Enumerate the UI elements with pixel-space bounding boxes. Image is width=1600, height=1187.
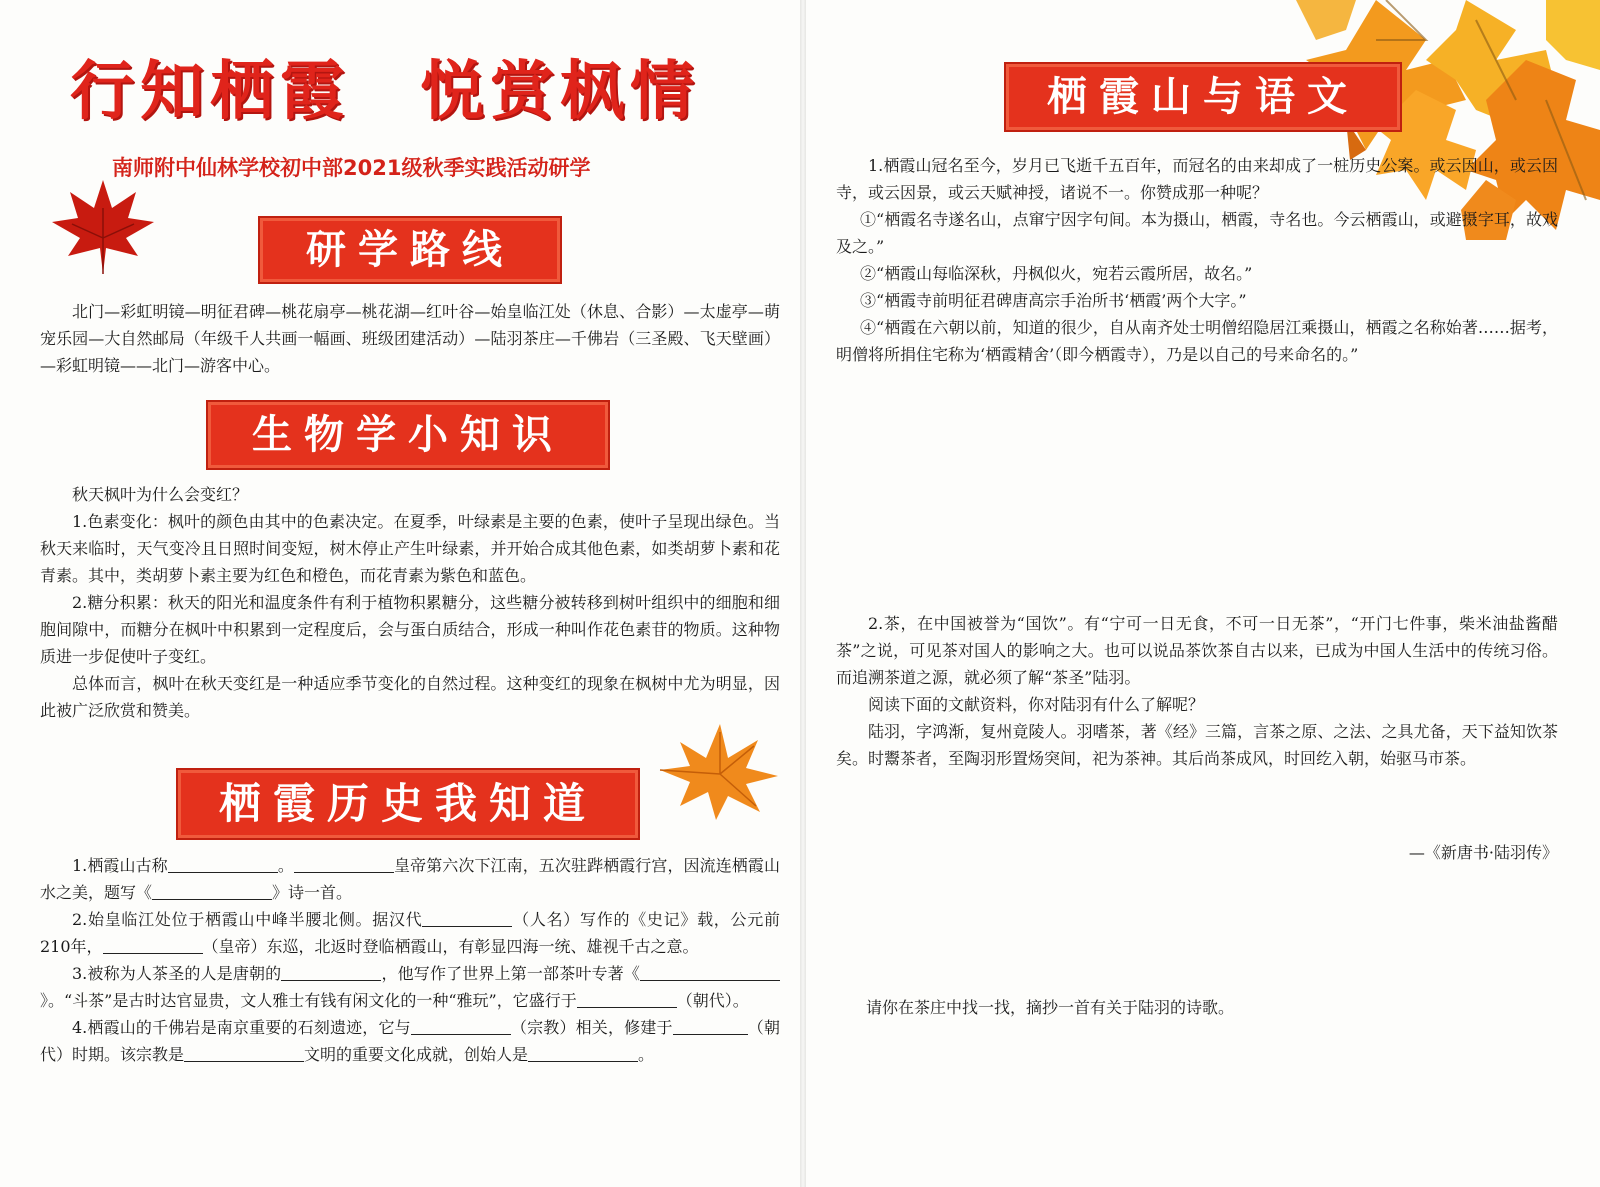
answer-blank[interactable] xyxy=(152,881,272,900)
answer-blank[interactable] xyxy=(411,1016,511,1035)
q2-text-b: （人名）写作的《史记》载，公元前210年， xyxy=(40,910,780,956)
quote-source: —《新唐书·陆羽传》 xyxy=(1408,843,1558,862)
answer-blank[interactable] xyxy=(168,854,278,873)
q4-text-b: （宗教）相关，修建于 xyxy=(510,1018,673,1037)
q4-text-c: （朝代）时期。该宗教是 xyxy=(40,1018,780,1064)
answer-blank[interactable] xyxy=(640,962,780,981)
bio-paragraph-3: 总体而言，枫叶在秋天变红是一种适应季节变化的自然过程。这种变红的现象在枫树中尤为明显，因此被广泛欣赏和赞美。 xyxy=(40,674,780,720)
right-page xyxy=(806,0,1600,1187)
answer-blank[interactable] xyxy=(281,962,381,981)
subtitle: 南师附中仙林学校初中部2021级秋季实践活动研学 xyxy=(112,156,591,180)
q1-text-c: 皇帝第六次下江南，五次驻跸栖霞行宫，因流连栖霞山水之美，题写《 xyxy=(40,856,780,902)
answer-blank[interactable] xyxy=(422,908,512,927)
q4-text-e: 。 xyxy=(638,1045,655,1064)
bio-text xyxy=(40,481,780,724)
history-heading: 栖霞历史我知道 xyxy=(176,768,640,840)
chinese-section-1 xyxy=(836,152,1558,368)
q1-text-b: 。 xyxy=(277,856,294,875)
history-question-3 xyxy=(40,960,780,1014)
lu-yu-quote: 陆羽，字鸿渐，复州竟陵人。羽嗜茶，著《经》三篇，言茶之原、之法、之具尤备，天下益知饮茶矣。时鬻茶者，至陶羽形置炀突间，祀为茶神。其后尚茶成风，时回纥入朝，始驱马市茶。 xyxy=(836,722,1558,768)
answer-blank[interactable] xyxy=(103,935,203,954)
reading-prompt: 阅读下面的文献资料，你对陆羽有什么了解呢？ xyxy=(868,695,1205,714)
route-paragraph: 北门—彩虹明镜—明征君碑—桃花扇亭—桃花湖—红叶谷—始皇临江处（休息、合影）—太虚亭—萌宠乐园—大自然邮局（年级千人共画一幅画、班级团建活动）—陆羽茶庄—千佛岩（三圣殿、飞天壁画）—彩虹明镜——北门—游客中心。 xyxy=(40,302,780,375)
history-question-4 xyxy=(40,1014,780,1068)
bio-heading: 生物学小知识 xyxy=(206,400,610,470)
q1-text-d: 》诗一首。 xyxy=(272,883,353,902)
route-heading: 研学路线 xyxy=(258,216,562,284)
chinese-question-1: 1.栖霞山冠名至今，岁月已飞逝千五百年，而冠名的由来却成了一桩历史公案。或云因山，或云因寺，或云因景，或云天赋神授，诸说不一。你赞成那一种呢？ xyxy=(836,156,1558,202)
main-title: 行知栖霞 悦赏枫情 xyxy=(70,55,700,129)
q3-text-d: （朝代）。 xyxy=(676,991,749,1010)
q4-text-d: 文明的重要文化成就，创始人是 xyxy=(304,1045,529,1064)
answer-blank[interactable] xyxy=(294,854,394,873)
history-questions xyxy=(40,852,780,1068)
option-2: ②“栖霞山每临深秋，丹枫似火，宛若云霞所居，故名。” xyxy=(860,264,1253,283)
chinese-section-2 xyxy=(836,610,1558,772)
history-question-2 xyxy=(40,906,780,960)
bio-paragraph-1: 1.色素变化：枫叶的颜色由其中的色素决定。在夏季，叶绿素是主要的色素，使叶子呈现出绿色。当秋天来临时，天气变冷且日照时间变短，树木停止产生叶绿素，并开始合成其他色素，如类胡萝卜素和花青素。其中，类胡萝卜素主要为红色和橙色，而花青素为紫色和蓝色。 xyxy=(40,512,780,585)
q3-text-c: 》。“斗茶”是古时达官显贵，文人雅士有钱有闲文化的一种“雅玩”，它盛行于 xyxy=(40,991,577,1010)
q4-text-a: 4.栖霞山的千佛岩是南京重要的石刻遗迹，它与 xyxy=(72,1018,411,1037)
chinese-heading: 栖霞山与语文 xyxy=(1004,62,1402,132)
answer-blank[interactable] xyxy=(673,1016,748,1035)
answer-blank[interactable] xyxy=(577,989,677,1008)
q2-text-c: （皇帝）东巡，北返时登临栖霞山，有彰显四海一统、雄视千古之意。 xyxy=(202,937,699,956)
answer-blank[interactable] xyxy=(184,1043,304,1062)
bio-paragraph-2: 2.糖分积累：秋天的阳光和温度条件有利于植物积累糖分，这些糖分被转移到树叶组织中的细胞和细胞间隙中，而糖分在枫叶中积累到一定程度后，会与蛋白质结合，形成一种叫作花色素苷的物质。这种物质进一步促使叶子变红。 xyxy=(40,593,780,666)
history-question-1 xyxy=(40,852,780,906)
orange-maple-leaf-icon xyxy=(650,722,780,822)
option-3: ③“栖霞寺前明征君碑唐高宗手治所书‘栖霞’两个大字。” xyxy=(860,291,1247,310)
red-maple-leaf-icon xyxy=(48,178,158,278)
option-1: ①“栖霞名寺遂名山，点窜宁因字句间。本为摄山，栖霞，寺名也。今云栖霞山，或避摄字耳，故戏及之。” xyxy=(836,210,1558,256)
q3-text-a: 3.被称为人茶圣的人是唐朝的 xyxy=(72,964,282,983)
copy-poem-task: 请你在茶庄中找一找，摘抄一首有关于陆羽的诗歌。 xyxy=(866,998,1235,1017)
answer-blank[interactable] xyxy=(528,1043,638,1062)
q1-text-a: 1.栖霞山古称 xyxy=(72,856,168,875)
q3-text-b: ，他写作了世界上第一部茶叶专著《 xyxy=(381,964,640,983)
chinese-question-2: 2.茶，在中国被誉为“国饮”。有“宁可一日无食，不可一日无茶”，“开门七件事，柴米油盐酱醋茶”之说，可见茶对国人的影响之大。也可以说品茶饮茶自古以来，已成为中国人生活中的传统习俗。而追溯茶道之源，就必须了解“茶圣”陆羽。 xyxy=(836,614,1558,687)
q2-text-a: 2.始皇临江处位于栖霞山中峰半腰北侧。据汉代 xyxy=(72,910,423,929)
option-4: ④“栖霞在六朝以前，知道的很少，自从南齐处士明僧绍隐居江乘摄山，栖霞之名称始著……据考，明僧将所捐住宅称为‘栖霞精舍’（即今栖霞寺），乃是以自己的号来命名的。” xyxy=(836,318,1558,364)
route-text xyxy=(40,298,780,379)
bio-question: 秋天枫叶为什么会变红？ xyxy=(72,485,249,504)
